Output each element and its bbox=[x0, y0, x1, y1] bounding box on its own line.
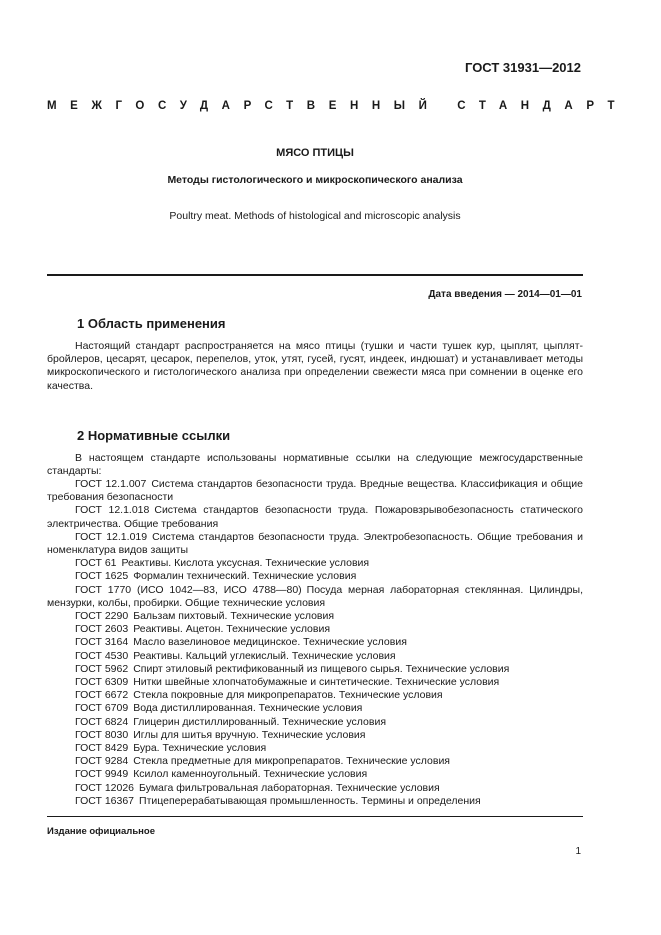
reference-code: ГОСТ 12.1.018 bbox=[75, 504, 150, 517]
document-number: ГОСТ 31931—2012 bbox=[465, 60, 581, 75]
reference-item bbox=[47, 531, 583, 557]
reference-code: ГОСТ 2603 bbox=[75, 623, 129, 636]
document-title: МЯСО ПТИЦЫ bbox=[276, 147, 354, 159]
reference-code: ГОСТ 8030 bbox=[75, 728, 129, 741]
reference-item bbox=[47, 782, 583, 795]
reference-title: Посуда мерная лабораторная стеклянная. Цилиндры, мензурки, колбы, пробирки. Общие технические условия bbox=[47, 583, 583, 609]
reference-code: ГОСТ 9949 bbox=[75, 768, 129, 781]
section-2-heading: 2 Нормативные ссылки bbox=[77, 428, 231, 443]
reference-code: ГОСТ 61 bbox=[75, 557, 117, 570]
reference-title: Стекла покровные для микропрепаратов. Технические условия bbox=[133, 689, 443, 702]
reference-code: ГОСТ 8429 bbox=[75, 742, 129, 755]
reference-title: Масло вазелиновое медицинское. Технические условия bbox=[133, 636, 407, 649]
reference-title: Бальзам пихтовый. Технические условия bbox=[133, 610, 335, 623]
reference-code: ГОСТ 6824 bbox=[75, 715, 129, 728]
reference-title: Реактивы. Кислота уксусная. Технические условия bbox=[121, 557, 370, 570]
section-1-text: Настоящий стандарт распространяется на мясо птицы (тушки и части тушек кур, цыплят, цыплят-бройлеров, цесарят, цесарок, перепелов, уток, утят, гусей, гусят, индеек, индюшат) и устанавливает методы микроскопического и гистологического анализа при определении свежести мяса при сомнении в оценке его качества. bbox=[47, 340, 583, 392]
reference-item bbox=[47, 570, 583, 583]
reference-title: Система стандартов безопасности труда. Пожаровзрывобезопасность статического электричества. Общие требования bbox=[47, 504, 583, 530]
normative-references-list bbox=[47, 478, 583, 808]
reference-title: Птицеперерабатывающая промышленность. Термины и определения bbox=[139, 794, 481, 807]
reference-title: Система стандартов безопасности труда. Вредные вещества. Классификация и общие требования безопасности bbox=[47, 478, 583, 504]
reference-code: ГОСТ 6672 bbox=[75, 689, 129, 702]
reference-code: ГОСТ 12.1.007 bbox=[75, 478, 147, 490]
reference-item bbox=[47, 755, 583, 768]
reference-title: Стекла предметные для микропрепаратов. Технические условия bbox=[133, 755, 450, 768]
footer-divider bbox=[47, 816, 583, 817]
reference-item bbox=[47, 795, 583, 808]
section-2-intro: В настоящем стандарте использованы нормативные ссылки на следующие межгосударственные стандарты: bbox=[47, 452, 583, 478]
reference-title: Система стандартов безопасности труда. Электробезопасность. Общие требования и номенклатура видов защиты bbox=[47, 530, 583, 557]
reference-title: Реактивы. Кальций углекислый. Технические условия bbox=[133, 649, 396, 662]
reference-item bbox=[47, 557, 583, 570]
reference-item bbox=[47, 689, 583, 702]
document-subtitle: Методы гистологического и микроскопического анализа bbox=[167, 174, 463, 186]
reference-item bbox=[47, 663, 583, 676]
page-number: 1 bbox=[575, 846, 581, 857]
reference-title: Бура. Технические условия bbox=[133, 742, 267, 755]
reference-title: Ксилол каменноугольный. Технические условия bbox=[133, 768, 368, 781]
reference-item bbox=[47, 729, 583, 742]
reference-code: ГОСТ 1770 (ИСО 1042—83, ИСО 4788—80) bbox=[75, 583, 302, 596]
reference-code: ГОСТ 5962 bbox=[75, 662, 129, 675]
reference-title: Иглы для шитья вручную. Технические условия bbox=[133, 728, 366, 741]
reference-code: ГОСТ 1625 bbox=[75, 570, 129, 583]
reference-item bbox=[47, 742, 583, 755]
section-1-heading: 1 Область применения bbox=[77, 316, 226, 331]
reference-item bbox=[47, 623, 583, 636]
reference-item bbox=[47, 676, 583, 689]
reference-item bbox=[47, 650, 583, 663]
reference-title: Глицерин дистиллированный. Технические условия bbox=[133, 715, 387, 728]
reference-title: Формалин технический. Технические условия bbox=[133, 570, 357, 583]
reference-title: Нитки швейные хлопчатобумажные и синтетические. Технические условия bbox=[133, 676, 500, 689]
introduction-date: Дата введения — 2014—01—01 bbox=[428, 289, 582, 300]
reference-code: ГОСТ 6709 bbox=[75, 702, 129, 715]
reference-item bbox=[47, 716, 583, 729]
interstate-standard-banner: МЕЖГОСУДАРСТВЕННЫЙ СТАНДАРТ bbox=[47, 100, 629, 112]
reference-item bbox=[47, 702, 583, 715]
reference-title: Спирт этиловый ректификованный из пищевого сырья. Технические условия bbox=[133, 662, 510, 675]
reference-item bbox=[47, 768, 583, 781]
reference-code: ГОСТ 6309 bbox=[75, 676, 129, 689]
reference-code: ГОСТ 2290 bbox=[75, 610, 129, 623]
reference-code: ГОСТ 12026 bbox=[75, 781, 135, 794]
reference-item bbox=[47, 636, 583, 649]
reference-code: ГОСТ 16367 bbox=[75, 794, 135, 807]
reference-item bbox=[47, 478, 583, 504]
reference-item bbox=[47, 584, 583, 610]
official-edition-label: Издание официальное bbox=[47, 826, 155, 837]
reference-title: Реактивы. Ацетон. Технические условия bbox=[133, 623, 331, 636]
header-divider bbox=[47, 274, 583, 276]
reference-item bbox=[47, 610, 583, 623]
reference-code: ГОСТ 9284 bbox=[75, 755, 129, 768]
reference-code: ГОСТ 4530 bbox=[75, 649, 129, 662]
reference-code: ГОСТ 12.1.019 bbox=[75, 530, 148, 543]
reference-item bbox=[47, 504, 583, 530]
reference-code: ГОСТ 3164 bbox=[75, 636, 129, 649]
reference-title: Вода дистиллированная. Технические условия bbox=[133, 702, 363, 715]
document-title-english: Poultry meat. Methods of histological and microscopic analysis bbox=[169, 210, 461, 222]
reference-title: Бумага фильтровальная лабораторная. Технические условия bbox=[139, 781, 440, 794]
